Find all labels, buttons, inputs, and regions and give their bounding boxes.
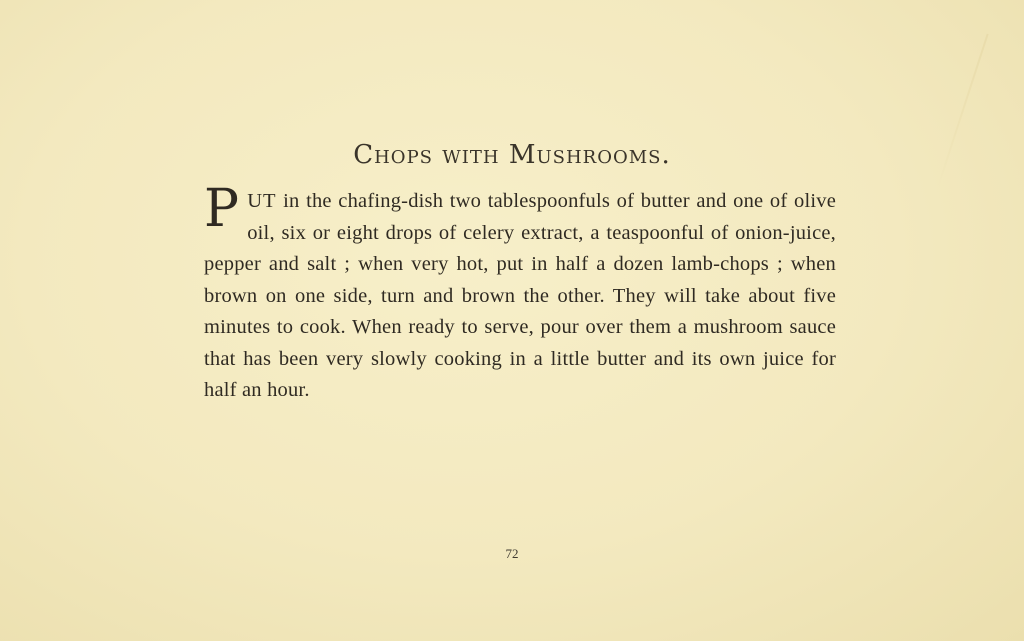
page-number: 72 xyxy=(505,546,519,561)
drop-cap: P xyxy=(204,179,240,239)
recipe-title: Chops with Mushrooms. xyxy=(353,140,671,170)
recipe-body xyxy=(204,179,836,407)
lead-caps: UT xyxy=(247,190,277,212)
recipe-text: in the chafing-dish two tablespoonfuls of butter and one of olive oil, six or eight drops of celery extract, a teaspoonful of onion-juice, pepper and salt ; when very hot, put in half a dozen lamb-chops ; when brown on one side, turn and brown the other. They will take about five minutes to cook. When ready to serve, pour over them a mushroom sauce that has been very slowly cooking in a little butter and its own juice for half an hour. xyxy=(204,190,836,401)
